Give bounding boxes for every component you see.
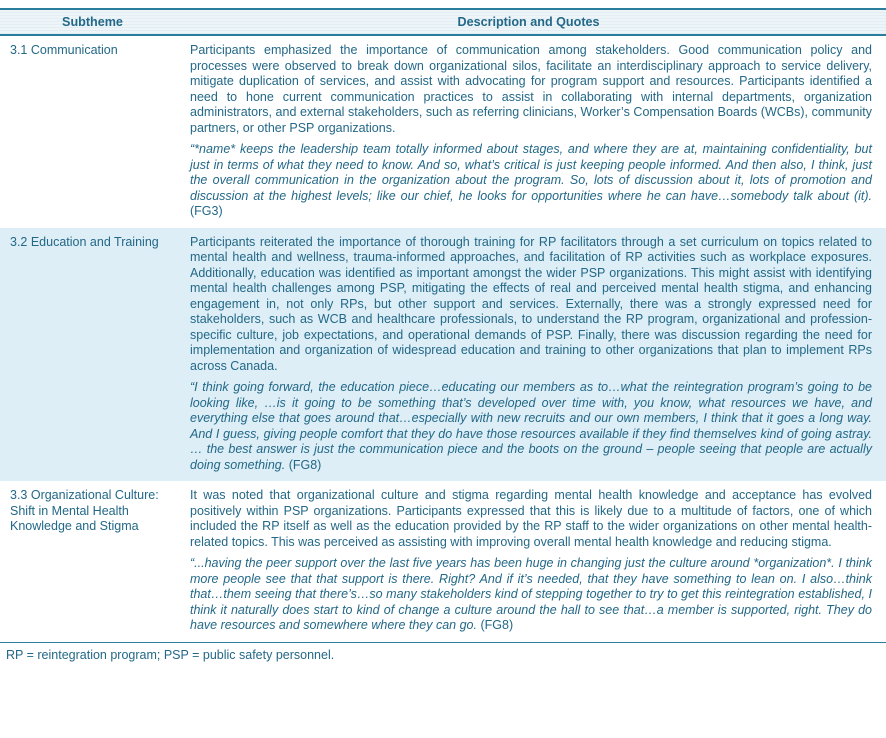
description-cell <box>185 36 886 228</box>
description-cell <box>185 228 886 482</box>
participant-quote <box>190 142 872 220</box>
column-header-subtheme: Subtheme <box>62 15 123 29</box>
quote-text: “*name* keeps the leadership team totally informed about stages, and where they are at, maintaining confidentiality, but just in terms of what they need to know. And so, what’s critical is just keeping people informed. And then also, I think, just the overall communication in the organization about the program. So, lots of discussion about it, lots of promotion and discussion at the highest levels; like our chief, he looks for opportunities where he can have…somebody talk about (it). <box>190 142 872 203</box>
subtheme-cell: 3.3 Organizational Culture: Shift in Mental Health Knowledge and Stigma <box>10 488 159 533</box>
subtheme-table <box>0 8 886 643</box>
focus-group-citation: (FG8) <box>480 618 514 632</box>
column-header-description: Description and Quotes <box>457 15 600 29</box>
table-row-education <box>0 228 886 482</box>
subtheme-cell: 3.1 Communication <box>10 43 118 57</box>
focus-group-citation: (FG3) <box>190 204 223 218</box>
quote-text: “I think going forward, the education piece…educating our members as to…what the reintegration program’s going to be looking like, …is it going to be something that’s developed over time with, you know, what resources we have, and everything else that goes around that…especially with new recruits and our own members, I think that it goes a long way. And I guess, giving people comfort that they do have those resources available if they find themselves kind of going astray. … the best answer is just the communication piece and the boots on the ground – people seeing that people are actually doing something. <box>190 380 872 472</box>
description-text: Participants emphasized the importance of communication among stakeholders. Good communication policy and processes were observed to break down organizational silos, facilitate an interdisciplinary approach to service delivery, mitigate duplication of services, and assist with advocating for program support and resources. Participants identified a need to hone current communication practices to assist in collaborating with internal departments, organization administrators, and external stakeholders, such as referring clinicians, Worker’s Compensation Boards (WCBs), community partners, or other PSP organizations. <box>190 43 872 135</box>
participant-quote <box>190 556 872 634</box>
table-header-row <box>0 10 886 36</box>
table-row-culture <box>0 481 886 643</box>
quote-text: “...having the peer support over the last five years has been huge in changing just the culture around *organization*. I think more people see that that support is there. Right? And if it’s needed, that they have something to lean on. I also…think that…them seeing that there’s…so many stakeholders kind of stepping together to try to get this reintegration established, I think it naturally does start to kind of change a culture around the hall to see that…a member is supported, right. They do have resources and somewhere where they can go. <box>190 556 872 632</box>
table-row-communication <box>0 36 886 228</box>
focus-group-citation: (FG8) <box>288 457 322 472</box>
description-cell <box>185 481 886 642</box>
subtheme-cell: 3.2 Education and Training <box>10 234 159 249</box>
description-text: It was noted that organizational culture and stigma regarding mental health knowledge and acceptance has evolved positively within PSP organizations. Participants expressed that this is likely due to a multitude of factors, one of which included the RP itself as well as the education provided by the RP staff to the wider organizations on other mental health-related topics. This was perceived as assisting with improving overall mental health knowledge and reducing stigma. <box>190 488 872 549</box>
table-footnote: RP = reintegration program; PSP = public safety personnel. <box>6 647 335 662</box>
description-text: Participants reiterated the importance of thorough training for RP facilitators through a set curriculum on topics related to mental health and wellness, trauma-informed approaches, and facilitation of RP activities such as workplace exposures. Additionally, education was identified as important amongst the wider PSP organizations. This might assist with identifying mental health challenges among PSP, mitigating the effects of real and perceived mental health stigma, and enhancing engagement in, not only RPs, but other support and services. Externally, there was a strongly expressed need for stakeholders, such as WCB and healthcare professionals, to understand the RP program, organizational and profession-specific culture, job expectations, and operational demands of PSP. Finally, there was discussion regarding the need for implementation and organization of widespread education and training to other organizations that plan to implement RPs across Canada. <box>190 234 872 373</box>
participant-quote <box>190 380 872 473</box>
